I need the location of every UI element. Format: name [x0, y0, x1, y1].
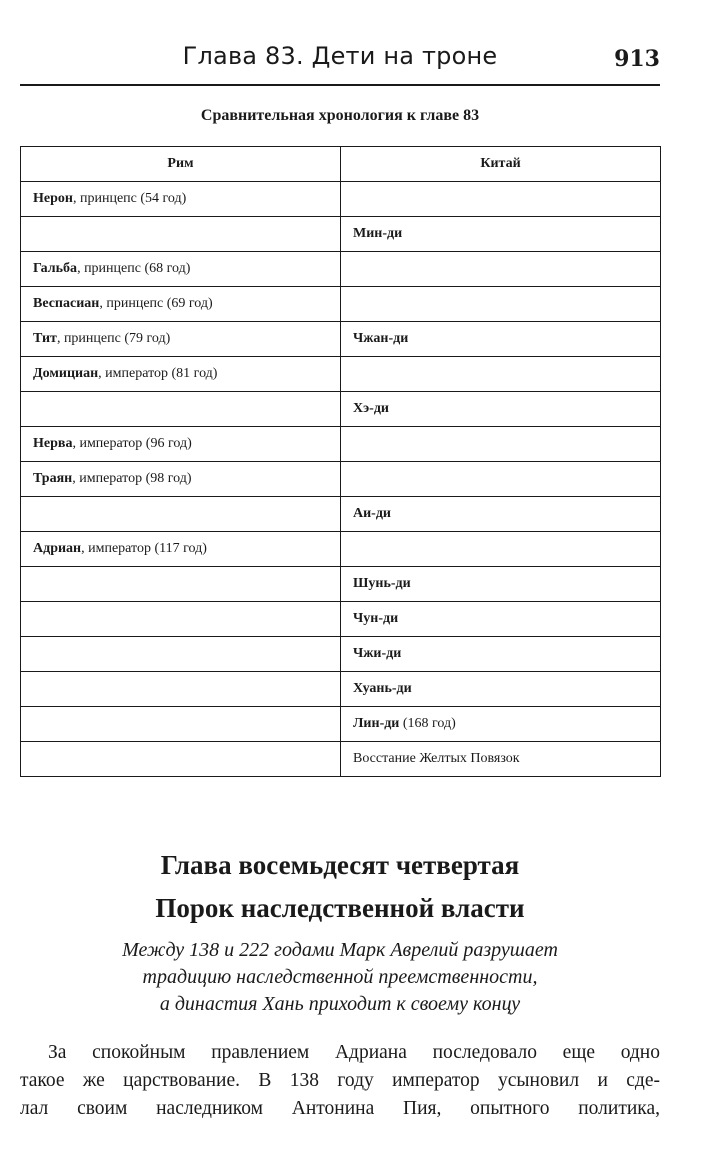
- ruler-detail: , принцепс (69 год): [99, 296, 213, 311]
- table-cell-china: [341, 287, 661, 322]
- table-cell-china: [341, 322, 661, 357]
- table-cell-rome: [21, 217, 341, 252]
- table-cell-rome: [21, 462, 341, 497]
- table-cell-china: [341, 462, 661, 497]
- ruler-name: Нерва: [33, 436, 73, 451]
- table-cell-china: [341, 742, 661, 777]
- table-cell-china: [341, 532, 661, 567]
- ruler-name: Гальба: [33, 261, 78, 276]
- ruler-name: Чун-ди: [353, 611, 399, 626]
- ruler-detail: , император (98 год): [72, 471, 192, 486]
- ruler-detail: , император (117 год): [81, 541, 207, 556]
- table-cell-rome: [21, 322, 341, 357]
- table-cell-rome: [21, 532, 341, 567]
- chapter-epigraph: [20, 937, 660, 1018]
- chronology-table: [20, 146, 661, 777]
- table-row: [21, 672, 661, 707]
- epigraph-line: Между 138 и 222 годами Марк Аврелий разрушает: [122, 939, 558, 961]
- chapter-heading-number: Глава восемьдесят четвертая: [160, 850, 520, 880]
- ruler-name: Мин-ди: [353, 226, 403, 241]
- table-row: [21, 497, 661, 532]
- body-line: За спокойным правлением Адриана последовало еще одно: [48, 1042, 660, 1063]
- table-cell-rome: [21, 497, 341, 532]
- epigraph-line: а династия Хань приходит к своему концу: [159, 993, 521, 1015]
- table-cell-china: [341, 252, 661, 287]
- ruler-detail: , принцепс (68 год): [77, 261, 191, 276]
- ruler-name: Хуань-ди: [353, 681, 412, 696]
- ruler-name: Чжан-ди: [353, 331, 409, 346]
- table-cell-rome: [21, 672, 341, 707]
- ruler-detail: , император (81 год): [98, 366, 218, 381]
- table-row: [21, 567, 661, 602]
- table-header-row: [21, 147, 661, 182]
- ruler-name: Аи-ди: [353, 506, 391, 521]
- body-line: лал своим наследником Антонина Пия, опытного политика,: [20, 1098, 660, 1119]
- table-cell-rome: [21, 357, 341, 392]
- table-row: [21, 532, 661, 567]
- table-cell-rome: [21, 742, 341, 777]
- epigraph-line: традицию наследственной преемственности,: [142, 966, 538, 988]
- table-cell-rome: [21, 707, 341, 742]
- ruler-detail: Восстание Желтых Повязок: [353, 751, 520, 766]
- table-cell-china: [341, 427, 661, 462]
- ruler-name: Хэ-ди: [353, 401, 389, 416]
- table-row: [21, 182, 661, 217]
- table-row: [21, 252, 661, 287]
- table-row: [21, 322, 661, 357]
- table-body: [21, 182, 661, 777]
- ruler-detail: (168 год): [399, 716, 456, 731]
- table-row: [21, 637, 661, 672]
- table-cell-china: [341, 182, 661, 217]
- table-cell-rome: [21, 567, 341, 602]
- table-cell-rome: [21, 637, 341, 672]
- ruler-detail: , принцепс (79 год): [56, 331, 171, 346]
- ruler-name: Веспасиан: [33, 296, 100, 311]
- table-cell-rome: [21, 602, 341, 637]
- table-row: [21, 392, 661, 427]
- table-cell-china: [341, 217, 661, 252]
- table-cell-china: [341, 637, 661, 672]
- body-line: такое же царствование. В 138 году император усыновил и сде-: [20, 1070, 660, 1091]
- column-header-rome: Рим: [21, 147, 341, 182]
- table-row: [21, 357, 661, 392]
- table-row: [21, 742, 661, 777]
- table-row: [21, 602, 661, 637]
- table-cell-rome: [21, 392, 341, 427]
- ruler-name: Домициан: [33, 366, 99, 381]
- ruler-detail: , принцепс (54 год): [72, 191, 187, 206]
- ruler-name: Лин-ди: [353, 716, 400, 731]
- ruler-name: Чжи-ди: [353, 646, 402, 661]
- table-row: [21, 707, 661, 742]
- running-title: Глава 83. Дети на троне: [182, 42, 498, 70]
- page-number: 913: [614, 46, 660, 72]
- ruler-detail: , император (96 год): [72, 436, 192, 451]
- chapter-heading-title: Порок наследственной власти: [155, 893, 525, 923]
- table-cell-rome: [21, 427, 341, 462]
- table-row: [21, 217, 661, 252]
- table-caption: Сравнительная хронология к главе 83: [200, 107, 480, 124]
- ruler-name: Нерон: [33, 191, 73, 206]
- table-cell-china: [341, 497, 661, 532]
- body-paragraph: [20, 1039, 660, 1123]
- table-cell-rome: [21, 252, 341, 287]
- table-cell-china: [341, 707, 661, 742]
- table-cell-china: [341, 602, 661, 637]
- table-cell-rome: [21, 182, 341, 217]
- table-cell-china: [341, 567, 661, 602]
- ruler-name: Адриан: [33, 541, 82, 556]
- table-cell-rome: [21, 287, 341, 322]
- table-cell-china: [341, 392, 661, 427]
- ruler-name: Траян: [33, 471, 73, 486]
- table-row: [21, 462, 661, 497]
- table-cell-china: [341, 357, 661, 392]
- running-header: [20, 40, 660, 86]
- column-header-china: Китай: [341, 147, 661, 182]
- ruler-name: Шунь-ди: [353, 576, 411, 591]
- table-row: [21, 287, 661, 322]
- ruler-name: Тит: [33, 331, 57, 346]
- table-row: [21, 427, 661, 462]
- table-cell-china: [341, 672, 661, 707]
